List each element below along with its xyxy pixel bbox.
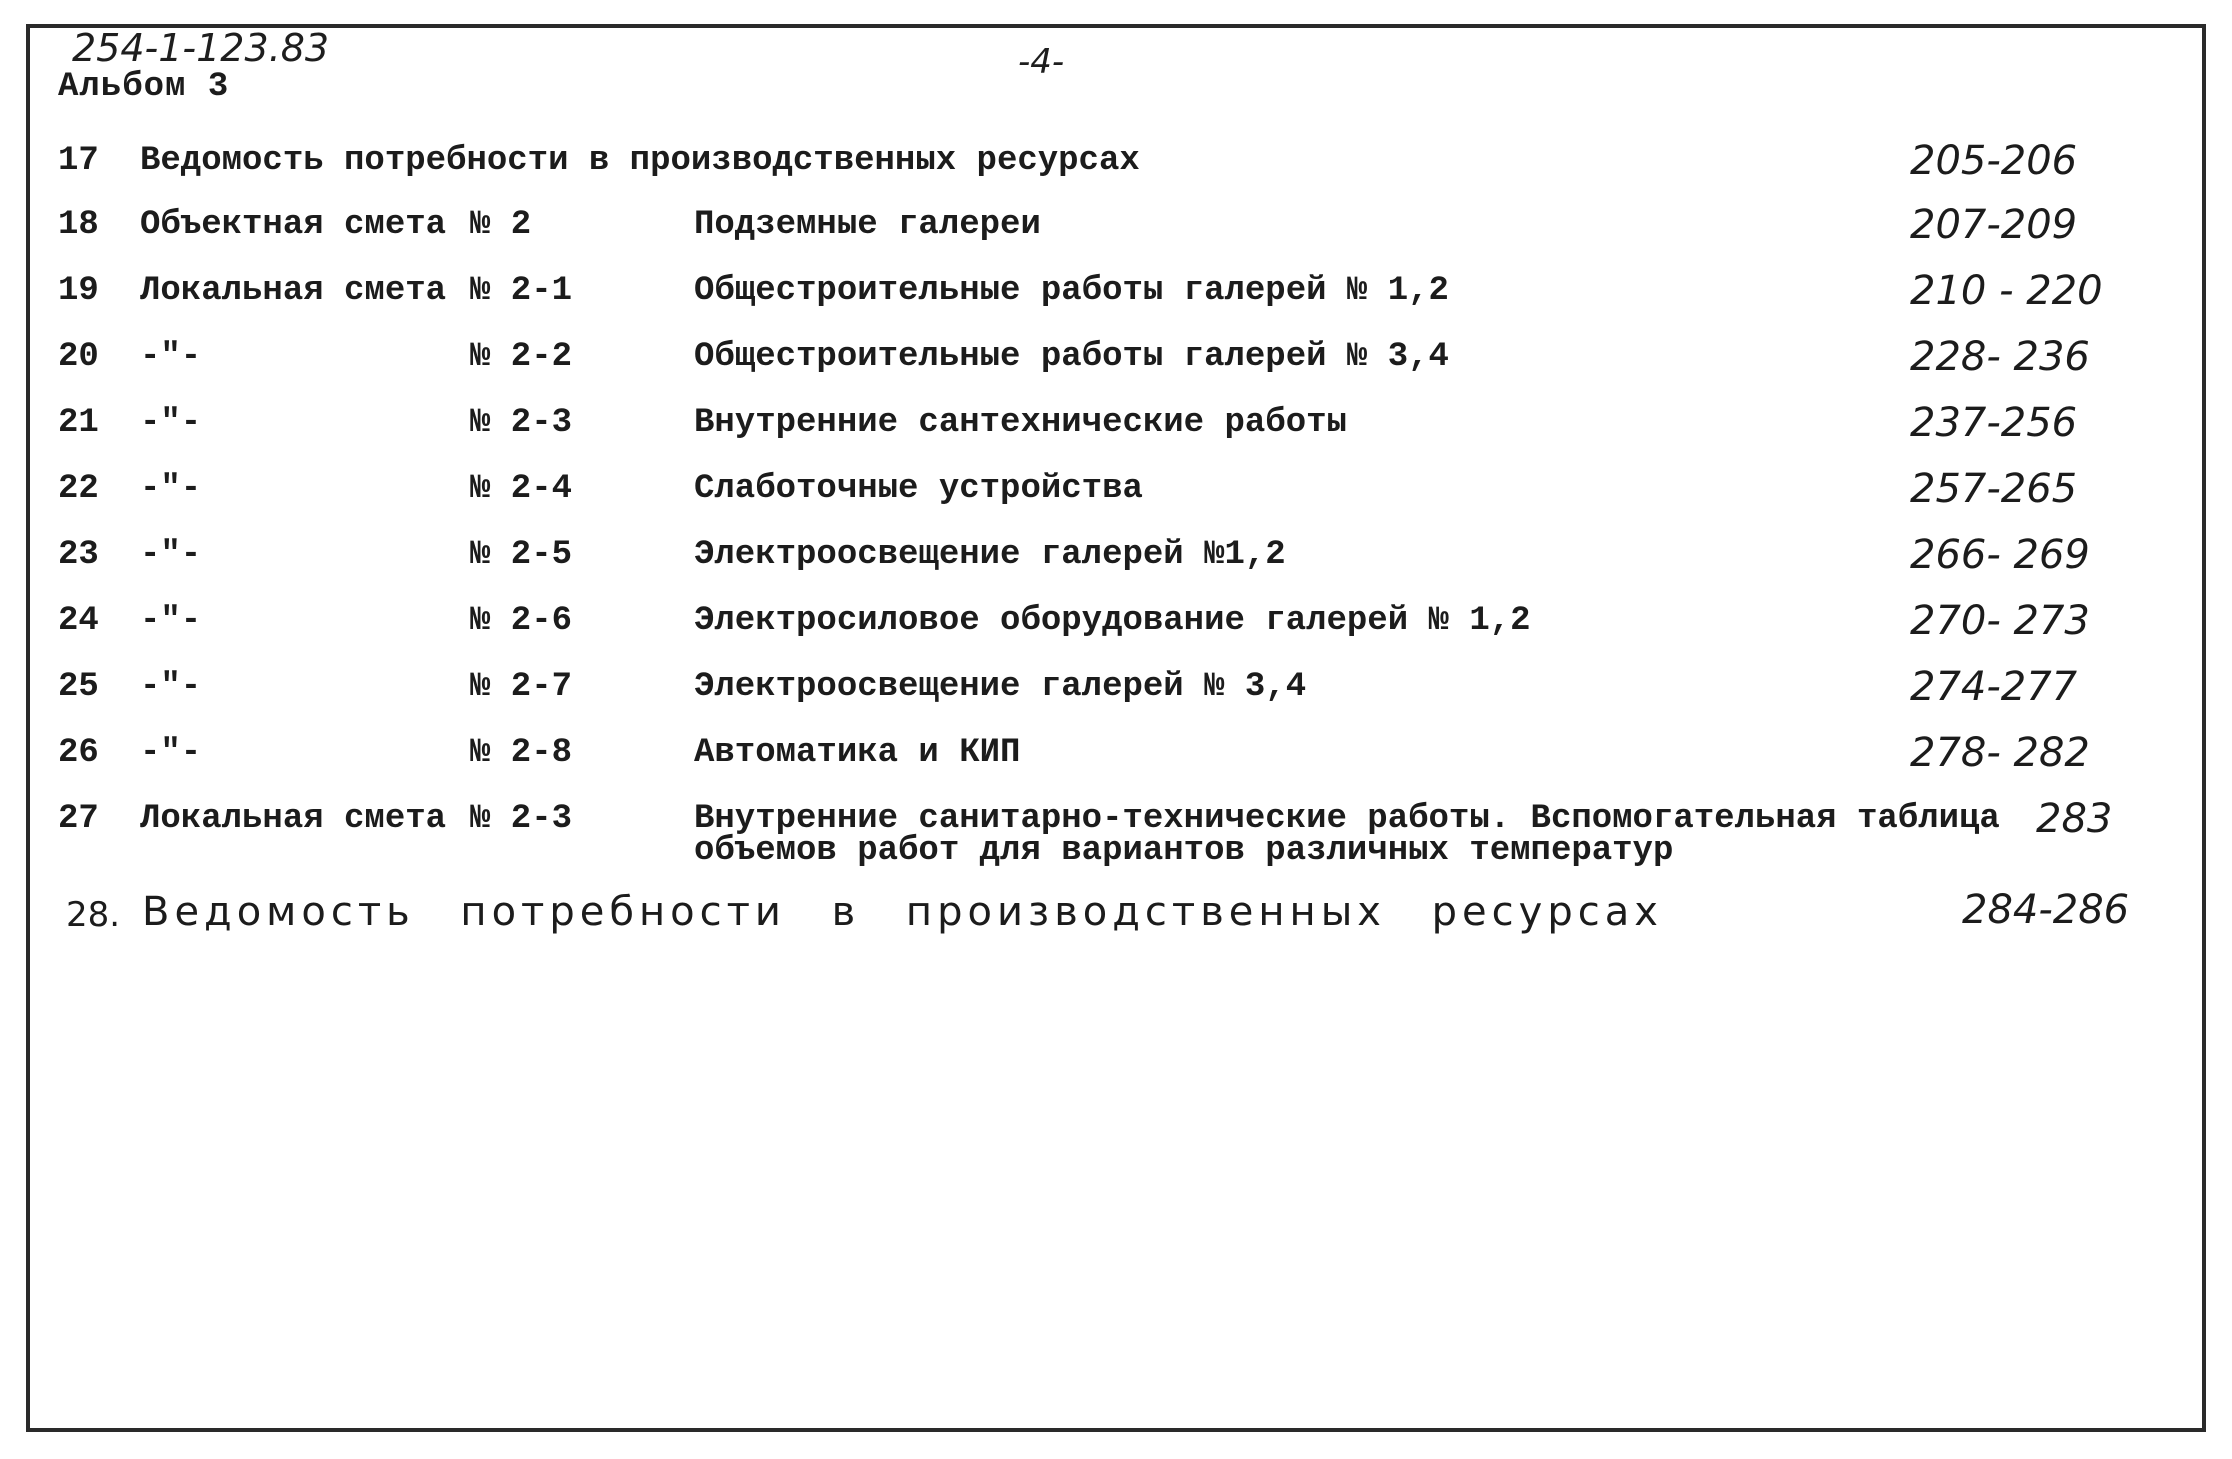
handwritten-list-item bbox=[0, 887, 2232, 965]
item-number: 21 bbox=[58, 404, 99, 442]
list-item bbox=[0, 598, 2232, 662]
item-document: -"- bbox=[140, 734, 202, 772]
item-document: Локальная смета bbox=[140, 272, 447, 310]
item-number: 26 bbox=[58, 734, 99, 772]
item-doc-number: № 2-1 bbox=[470, 272, 573, 310]
item-title: Общестроительные работы галерей № 3,4 bbox=[694, 338, 1449, 376]
item-document: Локальная смета bbox=[140, 800, 447, 838]
item-title: Внутренние сантехнические работы bbox=[694, 404, 1347, 442]
item-pages: 266- 269 bbox=[1910, 532, 2090, 578]
item-pages: 284-286 bbox=[1962, 887, 2130, 933]
item-pages: 228- 236 bbox=[1910, 334, 2090, 380]
item-title-continued: объемов работ для вариантов различных температур bbox=[694, 832, 1674, 870]
item-document: -"- bbox=[140, 404, 202, 442]
list-item bbox=[0, 532, 2232, 596]
item-pages: 237-256 bbox=[1910, 400, 2078, 446]
item-document: -"- bbox=[140, 470, 202, 508]
item-document: Ведомость потребности в производственных ресурсах bbox=[142, 889, 1663, 935]
item-doc-number: № 2-2 bbox=[470, 338, 573, 376]
item-doc-number: № 2-6 bbox=[470, 602, 573, 640]
item-pages: 207-209 bbox=[1910, 202, 2078, 248]
document-code: 254-1-123.83 bbox=[72, 26, 330, 70]
item-doc-number: № 2-4 bbox=[470, 470, 573, 508]
item-title: Общестроительные работы галерей № 1,2 bbox=[694, 272, 1449, 310]
item-document: Объектная смета bbox=[140, 206, 447, 244]
item-doc-number: № 2-3 bbox=[470, 404, 573, 442]
item-pages: 270- 273 bbox=[1910, 598, 2090, 644]
item-document: -"- bbox=[140, 668, 202, 706]
list-item bbox=[0, 730, 2232, 794]
list-item bbox=[0, 466, 2232, 530]
item-number: 20 bbox=[58, 338, 99, 376]
item-number: 22 bbox=[58, 470, 99, 508]
item-number: 28. bbox=[66, 895, 121, 935]
item-title: Электроосвещение галерей №1,2 bbox=[694, 536, 1286, 574]
item-doc-number: № 2-8 bbox=[470, 734, 573, 772]
item-number: 18 bbox=[58, 206, 99, 244]
item-pages: 274-277 bbox=[1910, 664, 2078, 710]
item-pages: 205-206 bbox=[1910, 138, 2078, 184]
item-title: Подземные галереи bbox=[694, 206, 1041, 244]
item-doc-number: № 2-3 bbox=[470, 800, 573, 838]
list-item bbox=[0, 796, 2232, 880]
item-pages: 278- 282 bbox=[1910, 730, 2090, 776]
item-doc-number: № 2 bbox=[470, 206, 532, 244]
item-document: -"- bbox=[140, 536, 202, 574]
item-number: 25 bbox=[58, 668, 99, 706]
list-item bbox=[0, 202, 2232, 266]
item-title: Слаботочные устройства bbox=[694, 470, 1143, 508]
list-item bbox=[0, 664, 2232, 728]
item-document: -"- bbox=[140, 338, 202, 376]
list-item bbox=[0, 334, 2232, 398]
item-number: 24 bbox=[58, 602, 99, 640]
item-document: -"- bbox=[140, 602, 202, 640]
item-title: Внутренние санитарно-технические работы. Вспомогательная таблица bbox=[694, 800, 2000, 838]
item-number: 17 bbox=[58, 142, 99, 180]
item-title: Автоматика и КИП bbox=[694, 734, 1021, 772]
item-pages: 210 - 220 bbox=[1910, 268, 2103, 314]
album-label: Альбом 3 bbox=[58, 68, 230, 106]
item-number: 23 bbox=[58, 536, 99, 574]
item-title: Электроосвещение галерей № 3,4 bbox=[694, 668, 1307, 706]
list-item bbox=[0, 138, 2232, 202]
item-doc-number: № 2-7 bbox=[470, 668, 573, 706]
item-pages: 283 bbox=[2036, 796, 2113, 842]
item-pages: 257-265 bbox=[1910, 466, 2078, 512]
item-doc-number: № 2-5 bbox=[470, 536, 573, 574]
item-document: Ведомость потребности в производственных ресурсах bbox=[140, 142, 1140, 180]
item-number: 27 bbox=[58, 800, 99, 838]
item-title: Электросиловое оборудование галерей № 1,2 bbox=[694, 602, 1531, 640]
list-item bbox=[0, 268, 2232, 332]
page-number: -4- bbox=[1018, 42, 1065, 82]
item-number: 19 bbox=[58, 272, 99, 310]
list-item bbox=[0, 400, 2232, 464]
